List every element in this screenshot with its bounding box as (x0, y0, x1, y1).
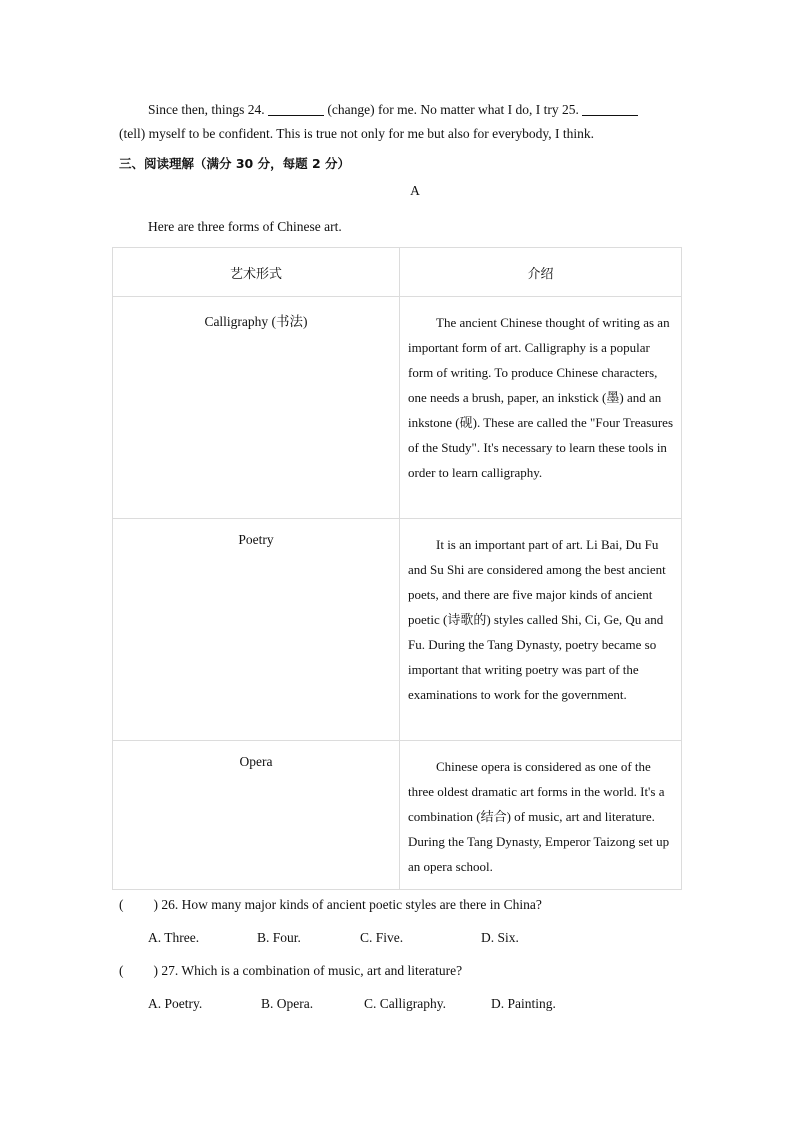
answer-paren-close[interactable]: ) (153, 897, 158, 912)
passage-intro: Here are three forms of Chinese art. (148, 219, 342, 234)
art-description-text: The ancient Chinese thought of writing as an important form of art. Calligraphy is a popular form of writing. To produce Chinese characters, one needs a brush, paper, an inkstick (墨) and an inkstone (砚). These are called the "Four Treasures of the Study". It's necessary to learn these tools in order to learn calligraphy. (408, 315, 674, 480)
paragraph-text: (change) for me. No matter what I do, I try 25. (327, 102, 579, 117)
option-c[interactable]: C. Five. (360, 930, 404, 945)
question-text: 27. Which is a combination of music, art and literature? (161, 963, 463, 978)
paragraph-line-1 (148, 100, 638, 120)
fill-blank-25[interactable] (582, 101, 638, 116)
table-header-form: 艺术形式 (113, 248, 400, 297)
table-row (113, 519, 682, 741)
question-text: 26. How many major kinds of ancient poetic styles are there in China? (161, 897, 542, 912)
option-d[interactable]: D. Six. (481, 930, 519, 945)
answer-paren-close[interactable]: ) (153, 963, 158, 978)
art-form-cell: Opera (113, 741, 400, 890)
art-forms-table (112, 247, 682, 890)
option-b[interactable]: B. Four. (257, 930, 301, 945)
table-header-description: 介绍 (400, 248, 682, 297)
art-form-cell: Poetry (113, 519, 400, 741)
option-b[interactable]: B. Opera. (261, 996, 314, 1011)
option-a[interactable]: A. Poetry. (148, 996, 203, 1011)
answer-paren-open[interactable]: ( (119, 897, 124, 912)
table-row (113, 741, 682, 890)
art-description-text: Chinese opera is considered as one of the three oldest dramatic art forms in the world. It's a combination (结合) of music, art and literature. During the Tang Dynasty, Emperor Taizong set up an opera school. (408, 759, 670, 874)
paragraph-line-2: (tell) myself to be confident. This is true not only for me but also for everybody, I think. (119, 126, 595, 141)
table-header-row (113, 248, 682, 297)
art-description-cell (400, 741, 682, 890)
question-26 (119, 895, 542, 915)
art-form-cell: Calligraphy (书法) (113, 297, 400, 519)
art-description-cell (400, 297, 682, 519)
option-d[interactable]: D. Painting. (491, 996, 556, 1011)
paragraph-text: Since then, things 24. (148, 102, 265, 117)
question-27 (119, 961, 462, 981)
section-heading: 三、阅读理解（满分 30 分，每题 2 分） (119, 156, 351, 171)
art-description-text: It is an important part of art. Li Bai, Du Fu and Su Shi are considered among the best ancient poets, and there are five major kinds of ancient poetic (诗歌的) styles called Shi, Ci, Ge, Qu and Fu. During the Tang Dynasty, poetry became so important that writing poetry was part of the examinations to work for the government. (408, 537, 666, 702)
fill-blank-24[interactable] (268, 101, 324, 116)
option-a[interactable]: A. Three. (148, 930, 200, 945)
passage-label: A (410, 183, 420, 198)
option-c[interactable]: C. Calligraphy. (364, 996, 446, 1011)
table-row (113, 297, 682, 519)
art-description-cell (400, 519, 682, 741)
answer-paren-open[interactable]: ( (119, 963, 124, 978)
